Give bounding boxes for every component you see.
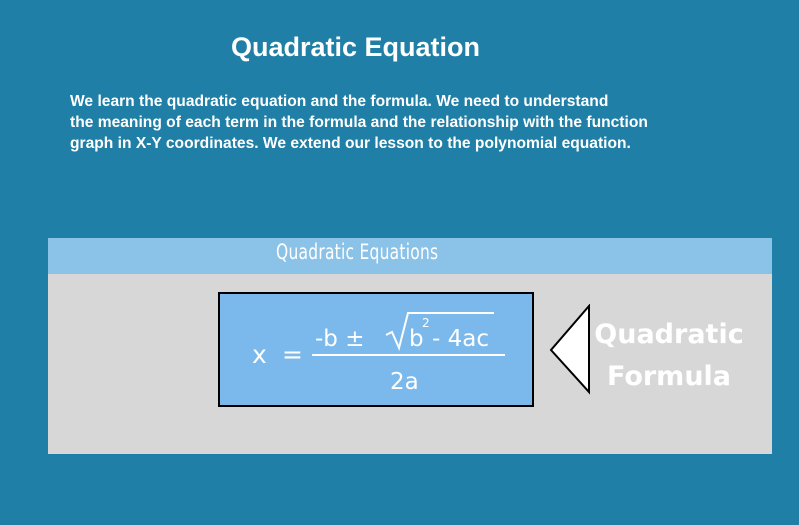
formula-equals: = <box>282 340 303 369</box>
formula-label <box>594 314 744 398</box>
intro-line: the meaning of each term in the formula and the relationship with the function <box>70 114 648 131</box>
formula-denominator: 2a <box>390 369 419 395</box>
formula-numerator-prefix: -b ± <box>315 326 365 352</box>
formula-box <box>218 292 534 407</box>
intro-line: We learn the quadratic equation and the formula. We need to understand <box>70 93 609 110</box>
formula-lhs: x <box>252 340 267 369</box>
intro-line: graph in X-Y coordinates. We extend our lesson to the polynomial equation. <box>70 135 631 152</box>
formula-label-line: Formula <box>606 361 732 392</box>
quadratic-formula <box>220 294 532 405</box>
intro-paragraph <box>70 91 770 154</box>
lesson-image-panel <box>48 238 772 454</box>
formula-radicand-rest: - 4ac <box>432 326 489 352</box>
formula-label-line: Quadratic <box>594 319 744 350</box>
pointer-triangle-icon <box>548 304 592 396</box>
panel-header <box>48 238 772 274</box>
page-title: Quadratic Equation <box>231 32 481 62</box>
formula-radicand-b: b <box>409 326 424 352</box>
formula-exponent: 2 <box>422 316 430 330</box>
panel-title: Quadratic Equations <box>276 240 439 264</box>
